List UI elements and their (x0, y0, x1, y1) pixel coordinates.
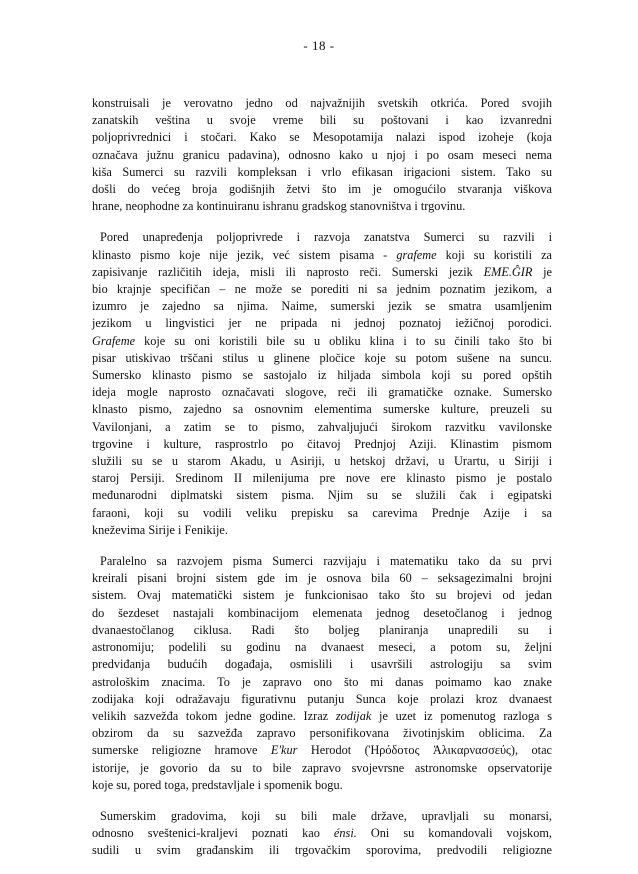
text-segment: Paralelno sa razvojem pisma Sumerci razvijaju i matematiku tako da su prvi (100, 554, 552, 569)
text-line (92, 691, 552, 708)
text-segment: izumro je zajedno sa njima. Naime, sumerski jezik se smatra usamljenim (92, 299, 552, 314)
text-segment: do šezdeset nastajali kombinacijom elemenata jednog desetočlanog i jednog (92, 605, 552, 620)
text-segment: koji su koristili za (436, 247, 552, 262)
paragraph (92, 808, 552, 860)
text-segment: astrološkim znacima. To je zapravo ono što mi danas poimamo kao znake (92, 674, 552, 689)
text-line (92, 842, 552, 859)
text-segment: faraoni, koji su vodili veliku prepisku sa carevima Prednje Azije i sa (92, 505, 552, 520)
text-segment: zodijaka koji odražavaju figurativnu putanju Sunca koje prolazi kroz dvanaest (92, 691, 552, 706)
text-line (92, 401, 552, 418)
text-line (92, 470, 552, 487)
text-segment: odnosno sveštenici-kraljevi poznati kao (92, 826, 334, 841)
italic-term: grafeme (396, 247, 437, 262)
text-line (92, 95, 552, 112)
text-segment: Oni su komandovali vojskom, (356, 826, 552, 841)
text-segment: kiša Sumerci su razvili kompleksan i vrlo efikasan irigacioni sistem. Tako su (92, 164, 552, 179)
text-segment: Sumersko klinasto pismo se sastojalo iz hiljada simbola koji su pored opštih (92, 368, 552, 383)
text-segment: Herodot (Ἡρόδοτος Ἁλικαρνασσεύς), otac (297, 743, 552, 758)
text-line (92, 453, 552, 470)
text-segment: jezikom u lingvistici jer ne pripada ni jednoj poznatoj iežičnoj porodici. (92, 316, 552, 331)
paragraph (92, 95, 552, 215)
text-segment: pisar utiskivao trščani stilus u glinene pločice koje su potom sušene na suncu. (92, 350, 552, 365)
text-line (92, 553, 552, 570)
body-text (92, 95, 552, 874)
text-line (92, 298, 552, 315)
text-line (92, 587, 552, 604)
text-segment: kneževima Sirije i Fenikije. (92, 522, 228, 537)
text-segment: istorije, je govorio da su to bile zapravo svojevrsne astronomske opservatorije (92, 760, 552, 775)
text-line (92, 247, 552, 264)
text-line (92, 742, 552, 759)
text-line (92, 487, 552, 504)
text-segment: Sumerskim gradovima, koji su bili male države, upravljali su monarsi, (100, 808, 552, 823)
text-line (92, 570, 552, 587)
paragraph (92, 553, 552, 794)
text-segment: sudili u svim građanskim ili trgovačkim sporovima, predvodili religiozne (92, 843, 552, 858)
text-line (92, 164, 552, 181)
text-segment: obzirom da su sazvežđa zapravo personifikovana životinjskim oblicima. Za (92, 726, 552, 741)
text-segment: zapisivanje različitih ideja, misli ili naprosto reči. Sumerski jezik (92, 264, 484, 279)
italic-term: Grafeme (92, 333, 136, 348)
text-segment: trgovine i kulture, rasprostrlo po čitavoj Prednjoj Aziji. Klinastim pismom (92, 436, 552, 451)
text-segment: astronomiju; podelili su godinu na dvanaest meseci, a potom su, željni (92, 640, 552, 655)
text-segment: klinasto pismo koje nije jezik, već sistem pisama - (92, 247, 397, 262)
text-segment: dvanaestočlanog ciklusa. Radi što boljeg planiranja unapredili su i (92, 622, 552, 637)
text-segment: kreirali pisani brojni sistem gde im je osnova bila 60 – seksagezimalni brojni (92, 571, 552, 586)
text-segment: Vavilonjani, a zatim se to pismo, zahvaljujući širokom razvitku vavilonske (92, 419, 552, 434)
text-segment: je (532, 264, 552, 279)
text-line (92, 674, 552, 691)
text-line (92, 656, 552, 673)
text-line (92, 229, 552, 246)
text-segment: klnasto pismo, zajedno sa osnovnim elementima sumerske kulture, preuzeli su (92, 402, 552, 417)
text-segment: koje su, pored toga, predstavljale i spomenik bogu. (92, 777, 343, 792)
text-line (92, 639, 552, 656)
text-segment: međunarodni diplmatski sistem pisma. Njim su se služili čak i egipatski (92, 488, 552, 503)
text-line (92, 333, 552, 350)
text-line (92, 708, 552, 725)
text-segment: došli do većeg broja godišnjih žetvi što im je omogućilo stvaranja viškova (92, 182, 552, 197)
text-line (92, 825, 552, 842)
text-segment: velikih sazvežđa tokom jedne godine. Izraz (92, 708, 336, 723)
text-line (92, 281, 552, 298)
text-segment: staroj Persiji. Sredinom II milenijuma pre nove ere klinasto pismo je postalo (92, 471, 552, 486)
text-line (92, 725, 552, 742)
text-line (92, 264, 552, 281)
text-line (92, 147, 552, 164)
text-line (92, 315, 552, 332)
italic-term: EME.ĜIR (483, 264, 533, 279)
text-line (92, 384, 552, 401)
text-line (92, 622, 552, 639)
text-segment: Pored unapređenja poljoprivrede i razvoja zanatstva Sumerci su razvili i (100, 230, 552, 245)
text-line (92, 129, 552, 146)
text-segment: označava južnu granicu padavina), odnosno kako u njoj i po osam meseci nema (92, 147, 552, 162)
text-line (92, 436, 552, 453)
italic-term: E'kur (270, 743, 298, 758)
italic-term: énsi. (333, 826, 357, 841)
text-segment: je uzet iz pomenutog razloga s (371, 708, 552, 723)
text-segment: sistem. Ovaj matematički sistem je funkcionisao tako što su brojevi od jedan (92, 588, 552, 603)
text-line (92, 350, 552, 367)
text-segment: zanatskih veština u svoje vreme bili su poštovani i kao izvanredni (92, 113, 552, 128)
text-line (92, 760, 552, 777)
text-segment: ideja mogle naprosto označavati slogove, reči ili gramatičke oznake. Sumersko (92, 385, 552, 400)
paragraph (92, 229, 552, 539)
text-segment: bio krajnje specifičan – ne može se porediti ni sa jednim poznatim jezikom, a (92, 282, 552, 297)
text-line (92, 181, 552, 198)
page-number: - 18 - (303, 38, 335, 53)
text-line (92, 808, 552, 825)
text-segment: predviđanja budućih događaja, osmislili i usavršili astrologiju sa svim (92, 657, 552, 672)
text-segment: koje su oni koristili bile su u obliku klina i to su činili tako što bi (135, 333, 552, 348)
italic-term: zodijak (335, 708, 372, 723)
text-line (92, 419, 552, 436)
text-segment: služili su se u starom Akadu, u Asiriji, u hetskoj državi, u Urartu, u Siriji i (92, 454, 552, 469)
text-line (92, 112, 552, 129)
text-segment: poljoprivrednici i stočari. Kako se Mesopotamija nalazi ispod izoheje (koja (92, 130, 552, 145)
text-segment: sumerske religiozne hramove (92, 743, 271, 758)
text-line (92, 605, 552, 622)
text-line (92, 198, 552, 215)
text-line (92, 522, 552, 539)
text-segment: konstruisali je verovatno jedno od najvažnijih svetskih otkrića. Pored svojih (92, 96, 552, 110)
text-segment: hrane, neophodne za kontinuiranu ishranu gradskog stanovništva i trgovinu. (92, 199, 466, 214)
text-line (92, 777, 552, 794)
text-line (92, 367, 552, 384)
text-line (92, 505, 552, 522)
